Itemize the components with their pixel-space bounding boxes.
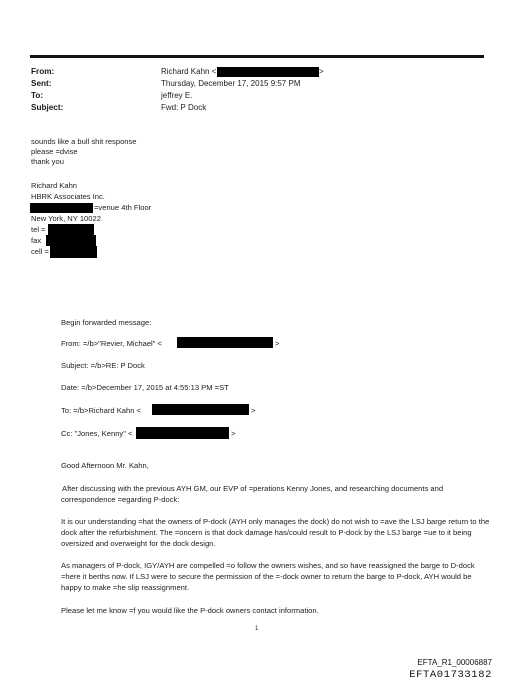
document-id-small: EFTA_R1_00006887 bbox=[417, 658, 492, 667]
signature-name: Richard Kahn bbox=[31, 181, 78, 190]
redaction-box bbox=[152, 404, 249, 415]
forward-cc: Cc: "Jones, Kenny" < bbox=[61, 429, 133, 438]
forward-from-close: > bbox=[275, 339, 280, 348]
letter-paragraph: Please let me know =f you would like the P-dock owners contact information. bbox=[61, 606, 319, 615]
signature-cell: cell = bbox=[31, 247, 49, 256]
signature-address: =venue 4th Floor bbox=[94, 203, 152, 212]
forward-subject: Subject: =/b>RE: P Dock bbox=[61, 361, 145, 370]
body-line: please =dvise bbox=[31, 147, 78, 156]
letter-paragraph: After discussing with the previous AYH GM, our EVP of =perations Kenny Jones, and researching documents and correspondence =egarding P-dock: bbox=[61, 484, 444, 504]
redaction-box bbox=[48, 224, 94, 235]
redaction-box bbox=[136, 427, 229, 439]
sent-label: Sent: bbox=[31, 79, 52, 88]
from-label: From: bbox=[31, 67, 55, 76]
redaction-box bbox=[217, 67, 319, 77]
subject-label: Subject: bbox=[31, 103, 64, 112]
redaction-box bbox=[30, 203, 93, 213]
letter-paragraph: As managers of P-dock, IGY/AYH are compelled =o follow the owners wishes, and so have reassigned the barge to D-dock =here it berths now. If LSJ were to secure the permission of the =-dock owner to return the barge to P-dock, AYH would be happy to make =he slip reassignment. bbox=[61, 561, 475, 592]
redaction-box bbox=[177, 337, 273, 348]
letter-paragraph: It is our understanding =hat the owners of P-dock (AYH only manages the dock) do not wish to =ave the LSJ barge return to the dock after the refurbishment. The =oncern is that dock damage has/could result to P-dock by the LSJ barge =ue to it being oversized and overweight for the dock design. bbox=[61, 517, 490, 548]
from-close: > bbox=[319, 67, 324, 76]
to-value: jeffrey E. bbox=[161, 91, 193, 100]
signature-fax: fax bbox=[31, 236, 42, 245]
forward-cc-close: > bbox=[231, 429, 236, 438]
forward-intro: Begin forwarded message: bbox=[61, 318, 152, 327]
sent-value: Thursday, December 17, 2015 9:57 PM bbox=[161, 79, 301, 88]
body-line: thank you bbox=[31, 157, 64, 166]
header-rule bbox=[30, 55, 484, 58]
redaction-box bbox=[50, 246, 97, 258]
document-id-large: EFTA01733182 bbox=[409, 669, 492, 681]
forward-from: From: =/b>"Revier, Michael" < bbox=[61, 339, 162, 348]
body-line: sounds like a bull shit response bbox=[31, 137, 137, 146]
forward-date: Date: =/b>December 17, 2015 at 4:55:13 PM =ST bbox=[61, 383, 229, 392]
signature-city: New York, NY 10022 bbox=[31, 214, 101, 223]
signature-tel: tel = bbox=[31, 225, 46, 234]
subject-value: Fwd: P Dock bbox=[161, 103, 207, 112]
to-label: To: bbox=[31, 91, 44, 100]
letter-greeting: Good Afternoon Mr. Kahn, bbox=[61, 461, 149, 470]
forward-to: To: =/b>Richard Kahn < bbox=[61, 406, 141, 415]
from-value: Richard Kahn < bbox=[161, 67, 217, 76]
redaction-box bbox=[46, 235, 96, 246]
forward-to-close: > bbox=[251, 406, 256, 415]
signature-company: HBRK Associates Inc. bbox=[31, 192, 105, 201]
page-number: 1 bbox=[255, 626, 259, 632]
